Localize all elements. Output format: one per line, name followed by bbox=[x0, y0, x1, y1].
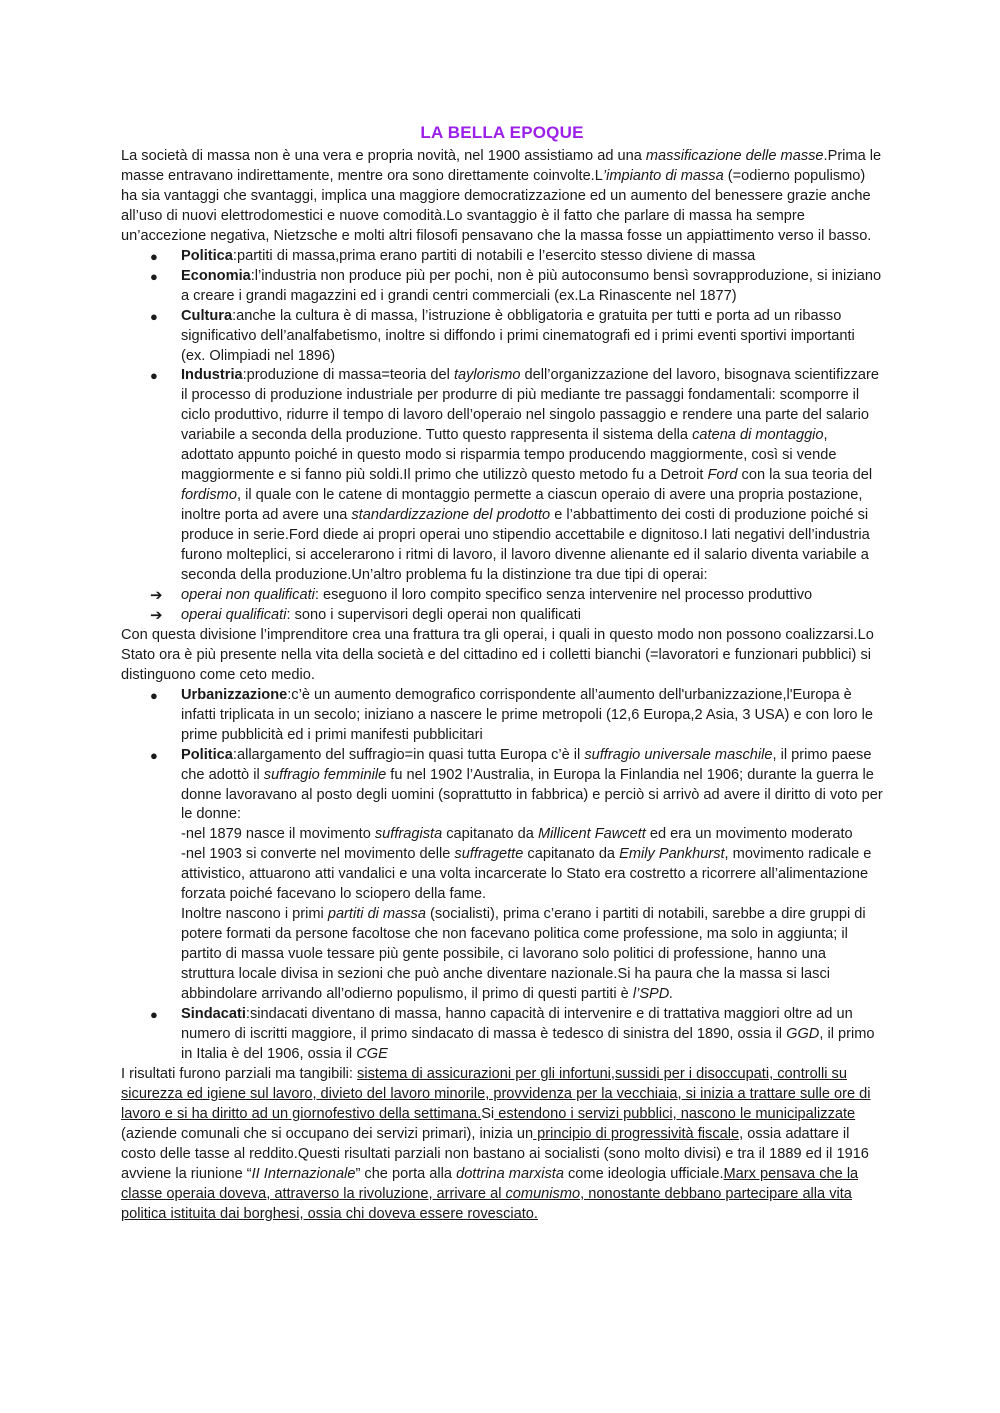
bullet-icon: ● bbox=[150, 368, 158, 384]
italic-term: fordismo bbox=[181, 487, 237, 504]
bullet-icon: ● bbox=[150, 308, 158, 324]
text-run: e l’abbattimento dei costi di produzione poiché si produce in serie.Ford diede ai propri operai uno stipendio accettabile e dignitoso.I lati negativi dell’industria furono molteplici, si accelerarono i ritmi di lavoro, il lavoro divenne alienante ed il salario diventa variabile a seconda della produzione.Un’altro problema fu la distinzione tra due tipi di operai: bbox=[181, 507, 870, 584]
text-run: :c’è un aumento demografico corrispondente all’aumento dell'urbanizzazione,l'Europa è infatti triplicata in un secolo; iniziano a nascere le prime metropoli (12,6 Europa,2 Asia, 3 USA) e con loro le prime pubblicità ed i primi manifesti pubblicitari bbox=[181, 686, 873, 743]
list-item bbox=[121, 366, 883, 585]
text-run: :produzione di massa=teoria del bbox=[242, 367, 454, 384]
italic-term: Emily Pankhurst bbox=[619, 846, 725, 863]
text-run: capitanato da bbox=[442, 826, 538, 843]
text-run: La società di massa non è una vera e propria novità, nel 1900 assistiamo ad una bbox=[121, 148, 646, 164]
bullet-icon: ● bbox=[150, 1006, 158, 1022]
bold-term: Cultura bbox=[181, 307, 233, 324]
italic-term: dottrina marxista bbox=[456, 1165, 564, 1182]
text-run: Si bbox=[481, 1105, 495, 1122]
italic-term: massificazione delle masse bbox=[645, 148, 824, 164]
text-run: capitanato da bbox=[523, 846, 620, 863]
list-item-text bbox=[181, 607, 581, 623]
text-run: ” che porta alla bbox=[355, 1165, 457, 1182]
text-run: :allargamento del suffragio=in quasi tutta Europa c’è il bbox=[232, 746, 585, 763]
italic-term: operai qualificati bbox=[181, 606, 287, 623]
text-run: , adottato appunto poiché in questo modo si risparmia tempo producendo maggiormente, così si vende maggiormente e si fanno più soldi.Il primo che utilizzò questo metodo fu a Detroit bbox=[181, 427, 837, 484]
underlined-text: comunismo bbox=[505, 1185, 581, 1202]
text-run: Con questa divisione l’imprenditore crea una frattura tra gli operai, i quali in questo modo non possono coalizzarsi.Lo Stato ora è più presente nella vita della società e del cittadino ed i colletti bianchi (=lavoratori e funzionari pubblici) si distinguono come ceto medio. bbox=[121, 626, 874, 683]
text-run: .Prima le masse entravano indirettamente, mentre ora sono direttamente coinvolte.L bbox=[121, 148, 882, 184]
list-item bbox=[121, 247, 883, 267]
text-run: con la sua teoria del bbox=[737, 467, 873, 484]
bullet-icon: ● bbox=[150, 687, 158, 703]
list-item-text bbox=[181, 268, 881, 304]
list-item-text bbox=[181, 1006, 875, 1062]
text-run: , il primo paese che adottò il bbox=[181, 746, 872, 783]
list-item-text bbox=[181, 308, 855, 364]
text-run: ed era un movimento moderato bbox=[645, 826, 853, 843]
bullet-icon: ● bbox=[150, 248, 158, 264]
text-run: fu nel 1902 l’Australia, in Europa la Finlandia nel 1906; durante la guerra le donne lavoravano al posto degli uomini (soprattutto in fabbrica) e perciò si arrivò ad avere il diritto di voto per le donne: bbox=[181, 766, 883, 823]
text-run: :partiti di massa,prima erano partiti di notabili e l’esercito stesso diviene di massa bbox=[232, 247, 756, 264]
text-run: Inoltre nascono i primi bbox=[181, 906, 328, 923]
text-run: , il quale con le catene di montaggio permette a ciascun operaio di avere una propria postazione, inoltre porta ad avere una bbox=[181, 487, 863, 524]
text-run: :sindacati diventano di massa, hanno capacità di intervenire e di trattativa maggiori oltre ad un numero di iscritti maggiore, il primo sindacato di massa è tedesco di sinistra del 1890, ossia il bbox=[181, 1005, 853, 1042]
list-item-text bbox=[181, 747, 883, 1002]
underlined-text: , nonostante debbano partecipare alla vita politica istituita dai borghesi, ossia chi doveva essere rovesciato. bbox=[121, 1185, 852, 1222]
arrow-bullet-icon: ➔ bbox=[150, 586, 163, 604]
underlined-text: estendono i servizi pubblici, nascono le municipalizzate bbox=[494, 1105, 856, 1122]
italic-term: suffragista bbox=[374, 826, 443, 843]
list-item-text bbox=[181, 587, 812, 603]
italic-term: Millicent Fawcett bbox=[537, 826, 646, 843]
italic-term: l’SPD. bbox=[632, 986, 674, 1003]
text-run: come ideologia ufficiale. bbox=[563, 1165, 724, 1182]
text-run: dell’organizzazione del lavoro, bisognava scientifizzare il processo di produzione industriale per produrre di più mediante tre passaggi fondamentali: scomporre il ciclo produttivo, ridurre il tempo di lavoro dell’operaio nel singolo passaggio e rendere una parte del salario variabile a seconda della produzione. Tutto questo rappresenta il sistema della bbox=[181, 367, 880, 444]
italic-term: suffragio universale maschile bbox=[584, 746, 773, 763]
list-item bbox=[121, 746, 883, 1005]
italic-term: GGD bbox=[786, 1025, 820, 1042]
text-run: (socialisti), prima c’erano i partiti di notabili, sarebbe a dire gruppi di potere formati da persone facoltose che non facevano politica come professione, ma solo in aggiunta; il partito di massa vuole tessare più gente possibile, ci lavorano solo politici di professione, hanno una struttura locale divisa in sezioni che può anche diventare nazionale.Si ha paura che la massa si lasci abbindolare arrivando all’odierno populismo, il primo di questi partiti è bbox=[181, 906, 866, 1003]
text-run: :l’industria non produce più per pochi, non è più autoconsumo bensì sovrapproduzione, si iniziano a creare i grandi magazzini ed i grandi centri commerciali (ex.La Rinascente nel 1877) bbox=[181, 267, 882, 304]
closing-paragraph bbox=[121, 1065, 883, 1225]
text-run: :anche la cultura è di massa, l’istruzione è obbligatoria e gratuita per tutti e porta ad un ribasso significativo dell’analfabetismo, inoltre si diffondo i primi cinematografi ed i primi eventi sportivi importanti (ex. Olimpiadi nel 1896) bbox=[181, 307, 855, 364]
list-item bbox=[121, 586, 883, 606]
italic-term: Ford bbox=[707, 467, 738, 484]
middle-paragraph bbox=[121, 626, 883, 686]
document-title: LA BELLA EPOQUE bbox=[420, 123, 584, 142]
italic-term: catena di montaggio bbox=[692, 427, 824, 444]
underlined-text: principio di progressività fiscale bbox=[533, 1125, 740, 1142]
italic-term: suffragette bbox=[454, 846, 524, 863]
topics-list-1 bbox=[121, 247, 883, 626]
bold-term: Urbanizzazione bbox=[181, 686, 288, 703]
italic-term: taylorismo bbox=[453, 367, 521, 384]
list-item bbox=[121, 606, 883, 626]
list-item-text bbox=[181, 367, 879, 583]
italic-term: II Internazionale bbox=[251, 1165, 356, 1182]
text-run: -nel 1879 nasce il movimento bbox=[181, 826, 375, 843]
list-item bbox=[121, 686, 883, 746]
text-run: -nel 1903 si converte nel movimento delle bbox=[181, 846, 455, 863]
list-item bbox=[121, 1005, 883, 1065]
bullet-icon: ● bbox=[150, 747, 158, 763]
text-run: (=odierno populismo) ha sia vantaggi che svantaggi, implica una maggiore democratizzazione ed un aumento del benessere grazie anche all’uso di nuovi elettrodomestici e nuove comodità.Lo svantaggio è il fatto che parlare di massa ha sempre un’accezione negativa, Nietzsche e molti altri filosofi pensavano che la massa fosse un appiattimento verso il basso. bbox=[121, 167, 872, 244]
intro-paragraph bbox=[121, 147, 883, 247]
list-item-text bbox=[181, 687, 873, 743]
italic-term: CGE bbox=[356, 1045, 388, 1062]
bold-term: Economia bbox=[181, 267, 251, 284]
text-run: , movimento radicale e attivistico, attuarono atti vandalici e una volta incarcerate lo Stato era costretto a ricorrere all’alimentazione forzata poiché facevano lo sciopero della fame. bbox=[181, 846, 872, 903]
text-run: : eseguono il loro compito specifico senza intervenire nel processo produttivo bbox=[314, 586, 813, 603]
italic-term: partiti di massa bbox=[327, 906, 426, 923]
topics-list-2 bbox=[121, 686, 883, 1065]
underlined-text: Marx pensava che la classe operaia doveva, attraverso la rivoluzione, arrivare al bbox=[121, 1165, 859, 1202]
text-run: I risultati furono parziali ma tangibili: bbox=[121, 1065, 358, 1082]
bold-term: Sindacati bbox=[181, 1005, 246, 1022]
italic-term: operai non qualificati bbox=[181, 586, 315, 603]
text-run: (aziende comunali che si occupano dei servizi primari), inizia un bbox=[121, 1125, 534, 1142]
text-run: : sono i supervisori degli operai non qualificati bbox=[286, 606, 581, 623]
list-item-text bbox=[181, 248, 755, 264]
document-page bbox=[121, 122, 883, 1224]
list-item bbox=[121, 307, 883, 367]
underlined-text: sistema di assicurazioni per gli infortuni,sussidi per i disoccupati, controlli su sicurezza ed igiene sul lavoro, divieto del lavoro minorile, provvidenza per la vecchiaia, si inizia a trattare sulle ore di lavoro e si ha diritto ad un giornofestivo della settimana. bbox=[121, 1065, 871, 1122]
arrow-bullet-icon: ➔ bbox=[150, 606, 163, 624]
text-run: , il primo in Italia è del 1906, ossia il bbox=[181, 1025, 875, 1062]
italic-term: suffragio femminile bbox=[263, 766, 387, 783]
bold-term: Industria bbox=[181, 367, 243, 384]
bold-term: Politica bbox=[181, 746, 233, 763]
list-item bbox=[121, 267, 883, 307]
italic-term: standardizzazione del prodotto bbox=[351, 507, 551, 524]
italic-term: ’impianto di massa bbox=[602, 167, 724, 184]
bullet-icon: ● bbox=[150, 268, 158, 284]
text-run: , ossia adattare il costo delle tasse al reddito.Questi risultati parziali non bastano ai socialisti (sono molto divisi) e tra il 1889 ed il 1916 avviene la riunione “ bbox=[121, 1125, 869, 1182]
bold-term: Politica bbox=[181, 247, 233, 264]
